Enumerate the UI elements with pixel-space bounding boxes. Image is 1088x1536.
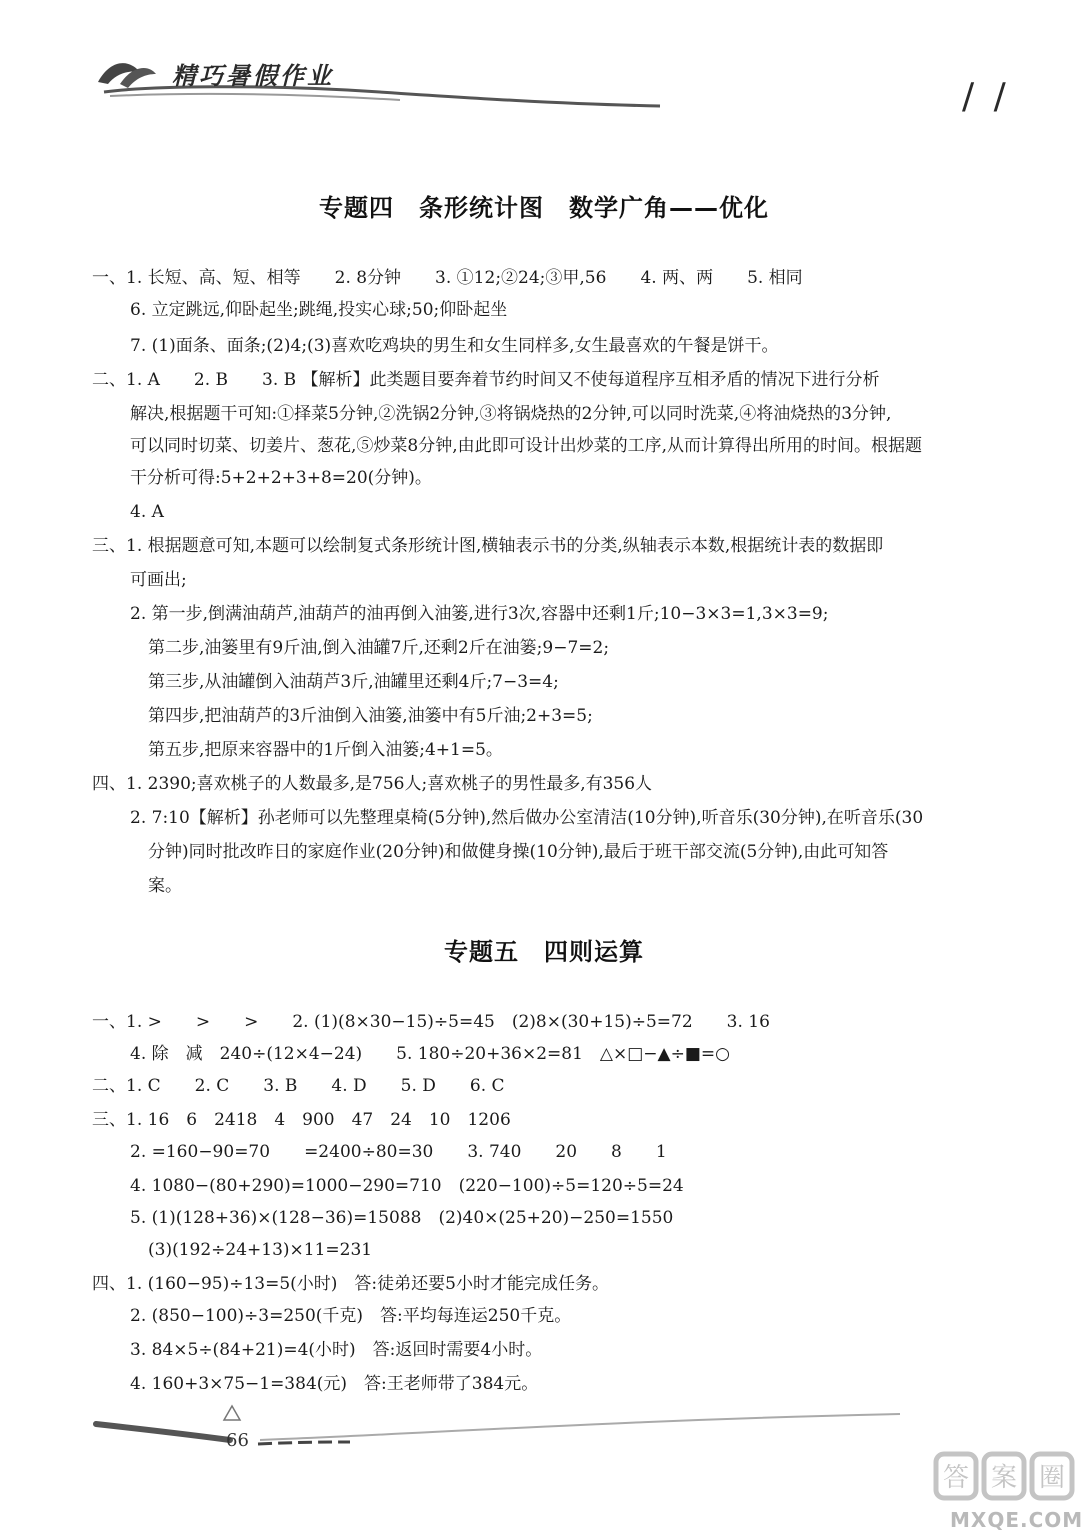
answer-line: 一、1. > > > 2. (1)(8×30−15)÷5=45 (2)8×(30+15)÷5=72 3. 16 <box>92 1012 770 1032</box>
answer-line: 二、1. A 2. B 3. B 【解析】此类题目要奔着节约时间又不使每道程序互相矛盾的情况下进行分析 <box>92 370 880 390</box>
answer-line: 四、1. (160−95)÷13=5(小时) 答:徒弟还要5小时才能完成任务。 <box>92 1274 609 1294</box>
answer-line: 2. (850−100)÷3=250(千克) 答:平均每连运250千克。 <box>130 1306 572 1326</box>
answer-line: 第二步,油篓里有9斤油,倒入油罐7斤,还剩2斤在油篓;9−7=2; <box>148 638 610 658</box>
answer-line: 2. 第一步,倒满油葫芦,油葫芦的油再倒入油篓,进行3次,容器中还剩1斤;10−3×3=1,3×3=9; <box>130 604 829 624</box>
answer-line: 三、1. 16 6 2418 4 900 47 24 10 1206 <box>92 1110 511 1130</box>
watermark-char: 案 <box>990 1463 1018 1493</box>
answer-line: 二、1. C 2. C 3. B 4. D 5. D 6. C <box>92 1076 505 1096</box>
watermark-char: 答 <box>942 1463 970 1493</box>
header-corner-mark: / / <box>962 76 1010 117</box>
section-4-title: 专题四 条形统计图 数学广角——优化 <box>319 194 769 222</box>
watermark-text: MXQE.COM <box>950 1508 1084 1532</box>
answer-line: 2. =160−90=70 =2400÷80=30 3. 740 20 8 1 <box>130 1142 667 1162</box>
answer-line: 4. 1080−(80+290)=1000−290=710 (220−100)÷5=120÷5=24 <box>130 1176 684 1196</box>
answer-line: 3. 84×5÷(84+21)=4(小时) 答:返回时需要4小时。 <box>130 1340 543 1360</box>
answer-line: 7. (1)面条、面条;(2)4;(3)喜欢吃鸡块的男生和女生同样多,女生最喜欢的午餐是饼干。 <box>130 336 779 356</box>
page-footer <box>0 1400 1088 1536</box>
answer-line: 干分析可得:5+2+2+3+8=20(分钟)。 <box>130 468 432 488</box>
answer-line: 案。 <box>148 876 182 896</box>
answer-line: 一、1. 长短、高、短、相等 2. 8分钟 3. ①12;②24;③甲,56 4. 两、两 5. 相同 <box>92 268 803 288</box>
answer-line: 三、1. 根据题意可知,本题可以绘制复式条形统计图,横轴表示书的分类,纵轴表示本数,根据统计表的数据即 <box>92 536 884 556</box>
answer-line: 四、1. 2390;喜欢桃子的人数最多,是756人;喜欢桃子的男性最多,有356人 <box>92 774 653 794</box>
answer-line: (3)(192÷24+13)×11=231 <box>148 1240 373 1260</box>
answer-line: 6. 立定跳远,仰卧起坐;跳绳,投实心球;50;仰卧起坐 <box>130 300 508 320</box>
section-5-title: 专题五 四则运算 <box>444 938 644 966</box>
answer-line: 解决,根据题干可知:①择菜5分钟,②洗锅2分钟,③将锅烧热的2分钟,可以同时洗菜,④将油烧热的3分钟, <box>130 404 892 424</box>
answer-line: 可以同时切菜、切姜片、葱花,⑤炒菜8分钟,由此即可设计出炒菜的工序,从而计算得出所用的时间。根据题 <box>130 436 923 456</box>
answer-line: 2. 7:10【解析】孙老师可以先整理桌椅(5分钟),然后做办公室清洁(10分钟),听音乐(30分钟),在听音乐(30 <box>130 808 924 828</box>
answer-line: 4. 除 减 240÷(12×4−24) 5. 180÷20+36×2=81 △×□−▲÷■=○ <box>130 1044 730 1064</box>
answer-line: 4. A <box>130 502 164 522</box>
watermark-char: 圈 <box>1038 1463 1066 1493</box>
leaf-ornament-icon <box>0 0 1088 130</box>
book-series-title: 精巧暑假作业 <box>172 62 334 90</box>
answer-line: 可画出; <box>130 570 187 590</box>
footer-swoosh-icon <box>0 1400 1088 1536</box>
answer-line: 5. (1)(128+36)×(128−36)=15088 (2)40×(25+20)−250=1550 <box>130 1208 674 1228</box>
answer-line: 分钟)同时批改昨日的家庭作业(20分钟)和做健身操(10分钟),最后于班干部交流(5分钟),由此可知答 <box>148 842 889 862</box>
page-header <box>0 0 1088 130</box>
answer-line: 4. 160+3×75−1=384(元) 答:王老师带了384元。 <box>130 1374 539 1394</box>
answer-line: 第五步,把原来容器中的1斤倒入油篓;4+1=5。 <box>148 740 503 760</box>
answer-line: 第三步,从油罐倒入油葫芦3斤,油罐里还剩4斤;7−3=4; <box>148 672 559 692</box>
answer-line: 第四步,把油葫芦的3斤油倒入油篓,油篓中有5斤油;2+3=5; <box>148 706 593 726</box>
page-number: 66 <box>226 1430 249 1451</box>
